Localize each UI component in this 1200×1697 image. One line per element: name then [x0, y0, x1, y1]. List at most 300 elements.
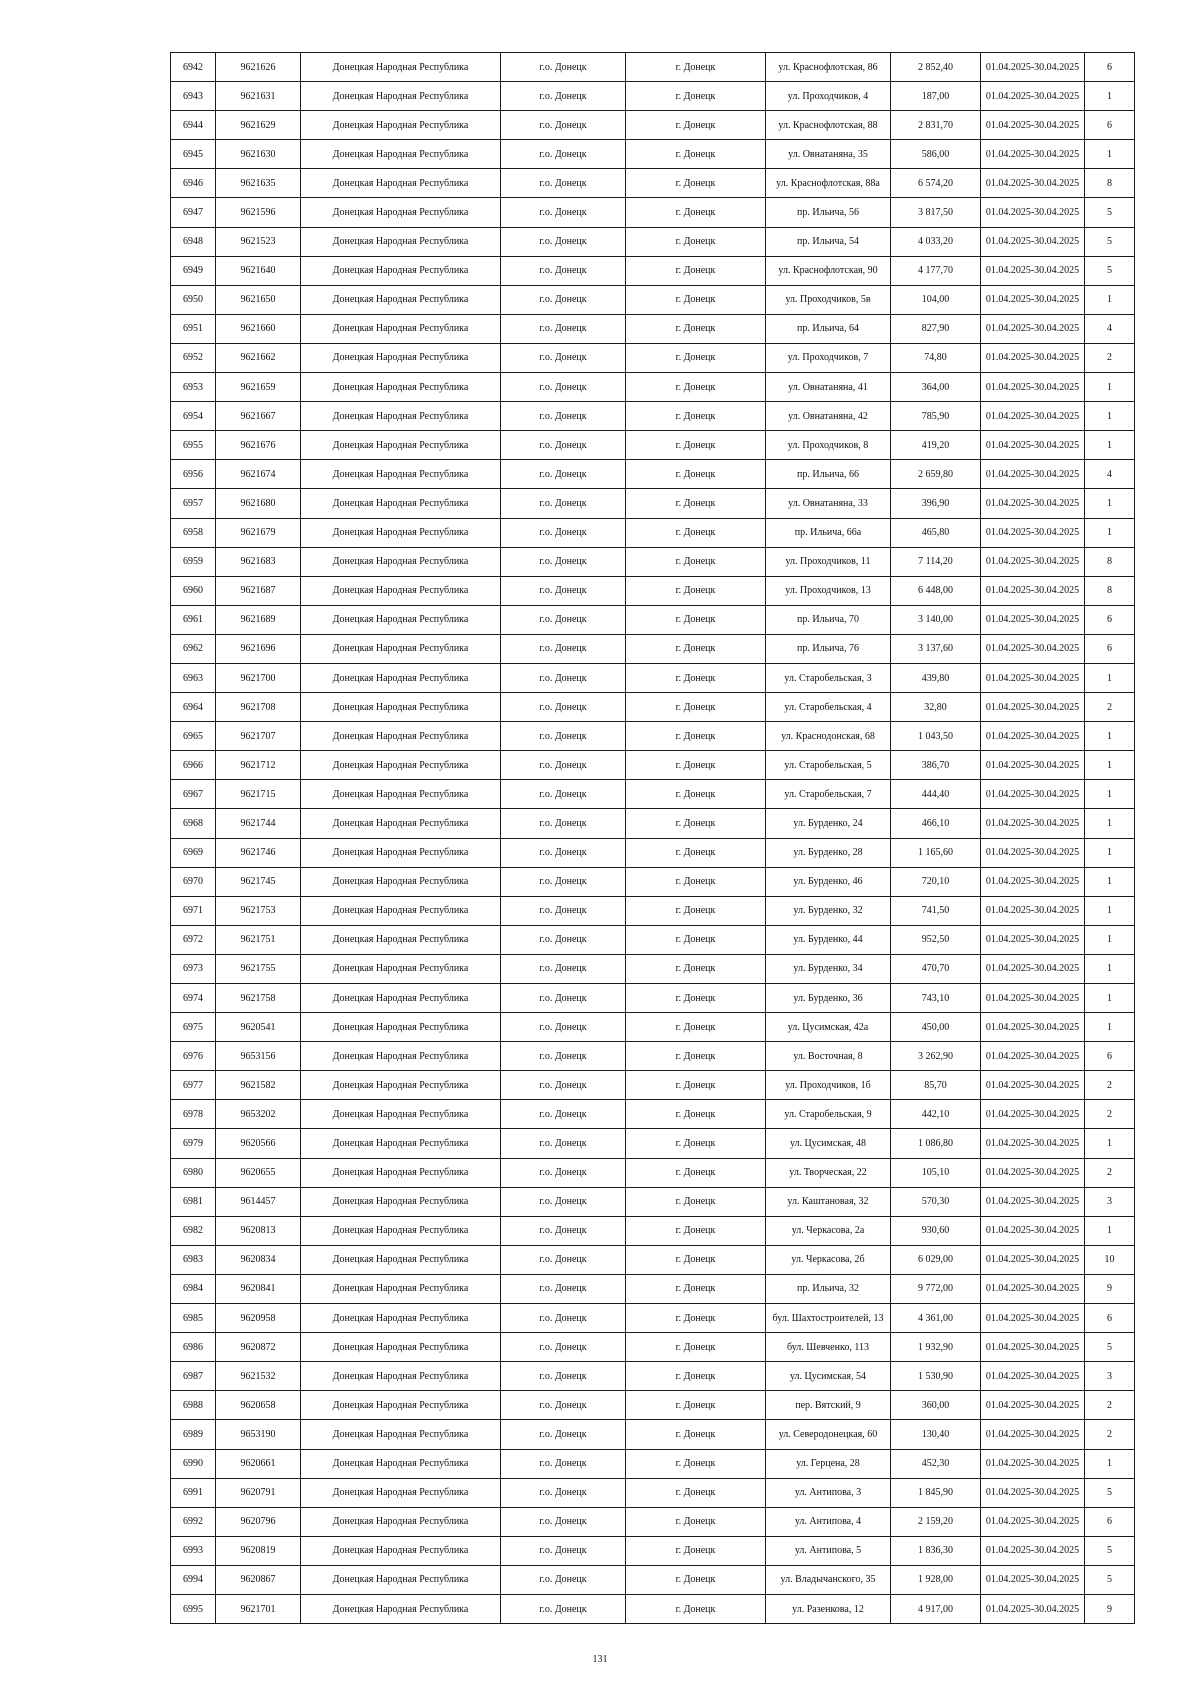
cell-city: г. Донецк: [626, 285, 766, 314]
cell-count: 4: [1085, 314, 1135, 343]
cell-row-number: 6950: [171, 285, 216, 314]
cell-address: ул. Бурденко, 36: [766, 984, 891, 1013]
cell-area: 465,80: [891, 518, 981, 547]
cell-object-id: 9621640: [216, 256, 301, 285]
cell-region: Донецкая Народная Республика: [301, 925, 501, 954]
cell-municipality: г.о. Донецк: [501, 314, 626, 343]
cell-address: ул. Творческая, 22: [766, 1158, 891, 1187]
cell-object-id: 9653202: [216, 1100, 301, 1129]
cell-object-id: 9621660: [216, 314, 301, 343]
cell-address: ул. Старобельская, 4: [766, 693, 891, 722]
table-row: [171, 1274, 1135, 1303]
table-row: [171, 1158, 1135, 1187]
table-row: [171, 1362, 1135, 1391]
cell-region: Донецкая Народная Республика: [301, 285, 501, 314]
table-row: [171, 169, 1135, 198]
table-row: [171, 1187, 1135, 1216]
page-number: 131: [592, 1654, 608, 1665]
cell-period: 01.04.2025-30.04.2025: [981, 693, 1085, 722]
cell-count: 2: [1085, 343, 1135, 372]
cell-count: 6: [1085, 605, 1135, 634]
cell-count: 1: [1085, 954, 1135, 983]
cell-count: 6: [1085, 1042, 1135, 1071]
cell-count: 5: [1085, 256, 1135, 285]
cell-address: ул. Антипова, 3: [766, 1478, 891, 1507]
cell-region: Донецкая Народная Республика: [301, 82, 501, 111]
cell-address: бул. Шахтостроителей, 13: [766, 1304, 891, 1333]
table-row: [171, 984, 1135, 1013]
cell-area: 9 772,00: [891, 1274, 981, 1303]
cell-area: 2 159,20: [891, 1507, 981, 1536]
cell-period: 01.04.2025-30.04.2025: [981, 402, 1085, 431]
cell-region: Донецкая Народная Республика: [301, 256, 501, 285]
cell-region: Донецкая Народная Республика: [301, 780, 501, 809]
cell-count: 2: [1085, 1158, 1135, 1187]
cell-object-id: 9621758: [216, 984, 301, 1013]
cell-area: 4 033,20: [891, 227, 981, 256]
cell-city: г. Донецк: [626, 431, 766, 460]
cell-area: 396,90: [891, 489, 981, 518]
cell-area: 4 361,00: [891, 1304, 981, 1333]
cell-address: пр. Ильича, 32: [766, 1274, 891, 1303]
cell-municipality: г.о. Донецк: [501, 1507, 626, 1536]
cell-object-id: 9621751: [216, 925, 301, 954]
cell-row-number: 6991: [171, 1478, 216, 1507]
cell-city: г. Донецк: [626, 1129, 766, 1158]
cell-area: 187,00: [891, 82, 981, 111]
table-row: [171, 1420, 1135, 1449]
cell-city: г. Донецк: [626, 693, 766, 722]
cell-object-id: 9614457: [216, 1187, 301, 1216]
cell-region: Донецкая Народная Республика: [301, 53, 501, 82]
cell-object-id: 9621667: [216, 402, 301, 431]
cell-count: 1: [1085, 373, 1135, 402]
cell-municipality: г.о. Донецк: [501, 925, 626, 954]
table-row: [171, 576, 1135, 605]
cell-city: г. Донецк: [626, 1216, 766, 1245]
cell-period: 01.04.2025-30.04.2025: [981, 1449, 1085, 1478]
cell-municipality: г.о. Донецк: [501, 402, 626, 431]
cell-address: ул. Проходчиков, 7: [766, 343, 891, 372]
cell-area: 6 029,00: [891, 1245, 981, 1274]
cell-count: 5: [1085, 1478, 1135, 1507]
cell-count: 1: [1085, 809, 1135, 838]
cell-row-number: 6992: [171, 1507, 216, 1536]
registry-body: [171, 53, 1135, 1624]
table-row: [171, 954, 1135, 983]
cell-count: 1: [1085, 285, 1135, 314]
cell-row-number: 6956: [171, 460, 216, 489]
document-page: [170, 52, 1135, 1624]
table-row: [171, 925, 1135, 954]
cell-municipality: г.о. Донецк: [501, 634, 626, 663]
cell-area: 1 043,50: [891, 722, 981, 751]
cell-city: г. Донецк: [626, 780, 766, 809]
cell-city: г. Донецк: [626, 809, 766, 838]
cell-area: 1 932,90: [891, 1333, 981, 1362]
cell-address: ул. Антипова, 4: [766, 1507, 891, 1536]
cell-region: Донецкая Народная Республика: [301, 1042, 501, 1071]
cell-period: 01.04.2025-30.04.2025: [981, 314, 1085, 343]
cell-area: 2 831,70: [891, 111, 981, 140]
cell-row-number: 6949: [171, 256, 216, 285]
cell-object-id: 9621523: [216, 227, 301, 256]
cell-count: 1: [1085, 1013, 1135, 1042]
cell-region: Донецкая Народная Республика: [301, 111, 501, 140]
cell-row-number: 6983: [171, 1245, 216, 1274]
cell-municipality: г.о. Донецк: [501, 285, 626, 314]
cell-region: Донецкая Народная Республика: [301, 431, 501, 460]
cell-object-id: 9621708: [216, 693, 301, 722]
cell-period: 01.04.2025-30.04.2025: [981, 1478, 1085, 1507]
cell-region: Донецкая Народная Республика: [301, 1129, 501, 1158]
cell-row-number: 6951: [171, 314, 216, 343]
cell-row-number: 6987: [171, 1362, 216, 1391]
cell-period: 01.04.2025-30.04.2025: [981, 169, 1085, 198]
cell-period: 01.04.2025-30.04.2025: [981, 198, 1085, 227]
cell-region: Донецкая Народная Республика: [301, 1100, 501, 1129]
cell-address: бул. Шевченко, 113: [766, 1333, 891, 1362]
cell-row-number: 6942: [171, 53, 216, 82]
cell-address: ул. Черкасова, 2б: [766, 1245, 891, 1274]
cell-row-number: 6984: [171, 1274, 216, 1303]
cell-region: Донецкая Народная Республика: [301, 576, 501, 605]
cell-municipality: г.о. Донецк: [501, 1013, 626, 1042]
cell-region: Донецкая Народная Республика: [301, 518, 501, 547]
table-row: [171, 1245, 1135, 1274]
cell-area: 6 574,20: [891, 169, 981, 198]
cell-object-id: 9620834: [216, 1245, 301, 1274]
cell-period: 01.04.2025-30.04.2025: [981, 140, 1085, 169]
cell-row-number: 6975: [171, 1013, 216, 1042]
cell-row-number: 6985: [171, 1304, 216, 1333]
cell-row-number: 6957: [171, 489, 216, 518]
cell-area: 470,70: [891, 954, 981, 983]
cell-row-number: 6972: [171, 925, 216, 954]
cell-address: ул. Бурденко, 24: [766, 809, 891, 838]
cell-area: 586,00: [891, 140, 981, 169]
cell-object-id: 9621755: [216, 954, 301, 983]
cell-area: 3 140,00: [891, 605, 981, 634]
cell-city: г. Донецк: [626, 1594, 766, 1623]
cell-object-id: 9620819: [216, 1536, 301, 1565]
cell-city: г. Донецк: [626, 605, 766, 634]
cell-row-number: 6962: [171, 634, 216, 663]
cell-object-id: 9621687: [216, 576, 301, 605]
cell-city: г. Донецк: [626, 1274, 766, 1303]
cell-count: 6: [1085, 111, 1135, 140]
cell-object-id: 9621630: [216, 140, 301, 169]
cell-address: ул. Бурденко, 46: [766, 867, 891, 896]
cell-period: 01.04.2025-30.04.2025: [981, 285, 1085, 314]
cell-object-id: 9621631: [216, 82, 301, 111]
cell-address: ул. Старобельская, 7: [766, 780, 891, 809]
cell-period: 01.04.2025-30.04.2025: [981, 1391, 1085, 1420]
cell-row-number: 6961: [171, 605, 216, 634]
cell-municipality: г.о. Донецк: [501, 489, 626, 518]
cell-count: 1: [1085, 140, 1135, 169]
cell-municipality: г.о. Донецк: [501, 1216, 626, 1245]
table-row: [171, 198, 1135, 227]
table-row: [171, 314, 1135, 343]
cell-area: 7 114,20: [891, 547, 981, 576]
cell-count: 1: [1085, 82, 1135, 111]
cell-count: 5: [1085, 1333, 1135, 1362]
cell-municipality: г.о. Донецк: [501, 1565, 626, 1594]
cell-count: 6: [1085, 634, 1135, 663]
cell-period: 01.04.2025-30.04.2025: [981, 1507, 1085, 1536]
cell-city: г. Донецк: [626, 954, 766, 983]
cell-row-number: 6986: [171, 1333, 216, 1362]
cell-object-id: 9621700: [216, 663, 301, 692]
cell-city: г. Донецк: [626, 1042, 766, 1071]
cell-municipality: г.о. Донецк: [501, 547, 626, 576]
cell-area: 570,30: [891, 1187, 981, 1216]
cell-row-number: 6982: [171, 1216, 216, 1245]
cell-period: 01.04.2025-30.04.2025: [981, 256, 1085, 285]
cell-object-id: 9621629: [216, 111, 301, 140]
cell-object-id: 9621676: [216, 431, 301, 460]
cell-region: Донецкая Народная Республика: [301, 809, 501, 838]
table-row: [171, 1304, 1135, 1333]
cell-period: 01.04.2025-30.04.2025: [981, 1565, 1085, 1594]
cell-area: 3 817,50: [891, 198, 981, 227]
cell-city: г. Донецк: [626, 140, 766, 169]
cell-area: 85,70: [891, 1071, 981, 1100]
table-row: [171, 605, 1135, 634]
cell-period: 01.04.2025-30.04.2025: [981, 1100, 1085, 1129]
cell-region: Донецкая Народная Республика: [301, 1158, 501, 1187]
cell-area: 4 177,70: [891, 256, 981, 285]
cell-object-id: 9621596: [216, 198, 301, 227]
cell-count: 2: [1085, 1071, 1135, 1100]
cell-address: ул. Краснодонская, 68: [766, 722, 891, 751]
cell-address: ул. Владычанского, 35: [766, 1565, 891, 1594]
cell-region: Донецкая Народная Республика: [301, 605, 501, 634]
cell-municipality: г.о. Донецк: [501, 1245, 626, 1274]
cell-row-number: 6943: [171, 82, 216, 111]
cell-region: Донецкая Народная Республика: [301, 169, 501, 198]
cell-city: г. Донецк: [626, 1478, 766, 1507]
cell-area: 444,40: [891, 780, 981, 809]
cell-row-number: 6995: [171, 1594, 216, 1623]
table-row: [171, 1449, 1135, 1478]
cell-region: Донецкая Народная Республика: [301, 1478, 501, 1507]
cell-period: 01.04.2025-30.04.2025: [981, 227, 1085, 256]
cell-period: 01.04.2025-30.04.2025: [981, 431, 1085, 460]
cell-city: г. Донецк: [626, 460, 766, 489]
cell-count: 1: [1085, 431, 1135, 460]
cell-row-number: 6994: [171, 1565, 216, 1594]
cell-address: ул. Краснофлотская, 88а: [766, 169, 891, 198]
cell-area: 952,50: [891, 925, 981, 954]
table-row: [171, 1333, 1135, 1362]
cell-row-number: 6953: [171, 373, 216, 402]
cell-object-id: 9621626: [216, 53, 301, 82]
cell-address: ул. Овнатаняна, 33: [766, 489, 891, 518]
cell-period: 01.04.2025-30.04.2025: [981, 925, 1085, 954]
table-row: [171, 285, 1135, 314]
cell-city: г. Донецк: [626, 1507, 766, 1536]
cell-period: 01.04.2025-30.04.2025: [981, 1594, 1085, 1623]
cell-object-id: 9620658: [216, 1391, 301, 1420]
cell-region: Донецкая Народная Республика: [301, 343, 501, 372]
cell-address: пр. Ильича, 64: [766, 314, 891, 343]
cell-area: 386,70: [891, 751, 981, 780]
cell-municipality: г.о. Донецк: [501, 867, 626, 896]
cell-object-id: 9621683: [216, 547, 301, 576]
cell-object-id: 9621753: [216, 896, 301, 925]
cell-period: 01.04.2025-30.04.2025: [981, 82, 1085, 111]
cell-period: 01.04.2025-30.04.2025: [981, 605, 1085, 634]
cell-period: 01.04.2025-30.04.2025: [981, 53, 1085, 82]
cell-object-id: 9621744: [216, 809, 301, 838]
cell-city: г. Донецк: [626, 751, 766, 780]
cell-object-id: 9620791: [216, 1478, 301, 1507]
table-row: [171, 402, 1135, 431]
table-row: [171, 867, 1135, 896]
cell-municipality: г.о. Донецк: [501, 373, 626, 402]
cell-area: 439,80: [891, 663, 981, 692]
cell-object-id: 9621650: [216, 285, 301, 314]
cell-city: г. Донецк: [626, 925, 766, 954]
cell-count: 1: [1085, 518, 1135, 547]
cell-count: 1: [1085, 780, 1135, 809]
cell-city: г. Донецк: [626, 1565, 766, 1594]
cell-region: Донецкая Народная Республика: [301, 489, 501, 518]
cell-city: г. Донецк: [626, 198, 766, 227]
cell-city: г. Донецк: [626, 111, 766, 140]
cell-area: 74,80: [891, 343, 981, 372]
cell-municipality: г.о. Донецк: [501, 954, 626, 983]
cell-city: г. Донецк: [626, 1100, 766, 1129]
cell-municipality: г.о. Донецк: [501, 1391, 626, 1420]
cell-object-id: 9620796: [216, 1507, 301, 1536]
cell-count: 5: [1085, 1565, 1135, 1594]
cell-object-id: 9620867: [216, 1565, 301, 1594]
cell-period: 01.04.2025-30.04.2025: [981, 954, 1085, 983]
table-row: [171, 431, 1135, 460]
table-row: [171, 227, 1135, 256]
cell-area: 741,50: [891, 896, 981, 925]
cell-row-number: 6990: [171, 1449, 216, 1478]
cell-city: г. Донецк: [626, 1245, 766, 1274]
cell-area: 105,10: [891, 1158, 981, 1187]
cell-period: 01.04.2025-30.04.2025: [981, 460, 1085, 489]
cell-count: 3: [1085, 1187, 1135, 1216]
table-row: [171, 547, 1135, 576]
cell-address: ул. Бурденко, 44: [766, 925, 891, 954]
cell-municipality: г.о. Донецк: [501, 1071, 626, 1100]
cell-row-number: 6976: [171, 1042, 216, 1071]
table-row: [171, 53, 1135, 82]
cell-count: 1: [1085, 984, 1135, 1013]
cell-period: 01.04.2025-30.04.2025: [981, 373, 1085, 402]
cell-region: Донецкая Народная Республика: [301, 693, 501, 722]
cell-area: 3 137,60: [891, 634, 981, 663]
cell-object-id: 9620661: [216, 1449, 301, 1478]
cell-count: 9: [1085, 1274, 1135, 1303]
cell-count: 1: [1085, 402, 1135, 431]
cell-address: ул. Проходчиков, 13: [766, 576, 891, 605]
cell-municipality: г.о. Донецк: [501, 431, 626, 460]
cell-municipality: г.о. Донецк: [501, 896, 626, 925]
cell-region: Донецкая Народная Республика: [301, 1536, 501, 1565]
table-row: [171, 809, 1135, 838]
cell-count: 2: [1085, 1100, 1135, 1129]
table-row: [171, 896, 1135, 925]
cell-municipality: г.о. Донецк: [501, 1042, 626, 1071]
cell-address: ул. Проходчиков, 1б: [766, 1071, 891, 1100]
cell-municipality: г.о. Донецк: [501, 460, 626, 489]
cell-area: 1 530,90: [891, 1362, 981, 1391]
cell-period: 01.04.2025-30.04.2025: [981, 1304, 1085, 1333]
cell-period: 01.04.2025-30.04.2025: [981, 518, 1085, 547]
cell-municipality: г.о. Донецк: [501, 1158, 626, 1187]
cell-period: 01.04.2025-30.04.2025: [981, 722, 1085, 751]
cell-object-id: 9621582: [216, 1071, 301, 1100]
cell-count: 1: [1085, 896, 1135, 925]
cell-area: 130,40: [891, 1420, 981, 1449]
cell-region: Донецкая Народная Республика: [301, 402, 501, 431]
table-row: [171, 1507, 1135, 1536]
cell-address: ул. Краснофлотская, 90: [766, 256, 891, 285]
cell-region: Донецкая Народная Республика: [301, 1216, 501, 1245]
cell-region: Донецкая Народная Республика: [301, 1013, 501, 1042]
cell-address: ул. Разенкова, 12: [766, 1594, 891, 1623]
cell-row-number: 6980: [171, 1158, 216, 1187]
cell-city: г. Донецк: [626, 547, 766, 576]
cell-count: 1: [1085, 925, 1135, 954]
cell-region: Донецкая Народная Республика: [301, 838, 501, 867]
cell-object-id: 9620872: [216, 1333, 301, 1362]
cell-area: 419,20: [891, 431, 981, 460]
cell-address: ул. Овнатаняна, 35: [766, 140, 891, 169]
cell-count: 1: [1085, 838, 1135, 867]
cell-municipality: г.о. Донецк: [501, 780, 626, 809]
cell-region: Донецкая Народная Республика: [301, 954, 501, 983]
cell-period: 01.04.2025-30.04.2025: [981, 751, 1085, 780]
table-row: [171, 1536, 1135, 1565]
cell-city: г. Донецк: [626, 373, 766, 402]
cell-object-id: 9621662: [216, 343, 301, 372]
cell-period: 01.04.2025-30.04.2025: [981, 780, 1085, 809]
cell-city: г. Донецк: [626, 518, 766, 547]
cell-address: ул. Проходчиков, 8: [766, 431, 891, 460]
cell-row-number: 6989: [171, 1420, 216, 1449]
cell-city: г. Донецк: [626, 896, 766, 925]
cell-address: ул. Старобельская, 3: [766, 663, 891, 692]
cell-object-id: 9621680: [216, 489, 301, 518]
cell-region: Донецкая Народная Республика: [301, 1449, 501, 1478]
cell-object-id: 9621679: [216, 518, 301, 547]
cell-city: г. Донецк: [626, 1304, 766, 1333]
cell-row-number: 6964: [171, 693, 216, 722]
cell-region: Донецкая Народная Республика: [301, 663, 501, 692]
cell-municipality: г.о. Донецк: [501, 53, 626, 82]
cell-area: 1 165,60: [891, 838, 981, 867]
cell-period: 01.04.2025-30.04.2025: [981, 1333, 1085, 1362]
cell-row-number: 6977: [171, 1071, 216, 1100]
cell-count: 2: [1085, 693, 1135, 722]
cell-count: 6: [1085, 1304, 1135, 1333]
cell-period: 01.04.2025-30.04.2025: [981, 1216, 1085, 1245]
cell-row-number: 6979: [171, 1129, 216, 1158]
cell-object-id: 9621532: [216, 1362, 301, 1391]
cell-municipality: г.о. Донецк: [501, 1594, 626, 1623]
cell-row-number: 6952: [171, 343, 216, 372]
cell-area: 32,80: [891, 693, 981, 722]
